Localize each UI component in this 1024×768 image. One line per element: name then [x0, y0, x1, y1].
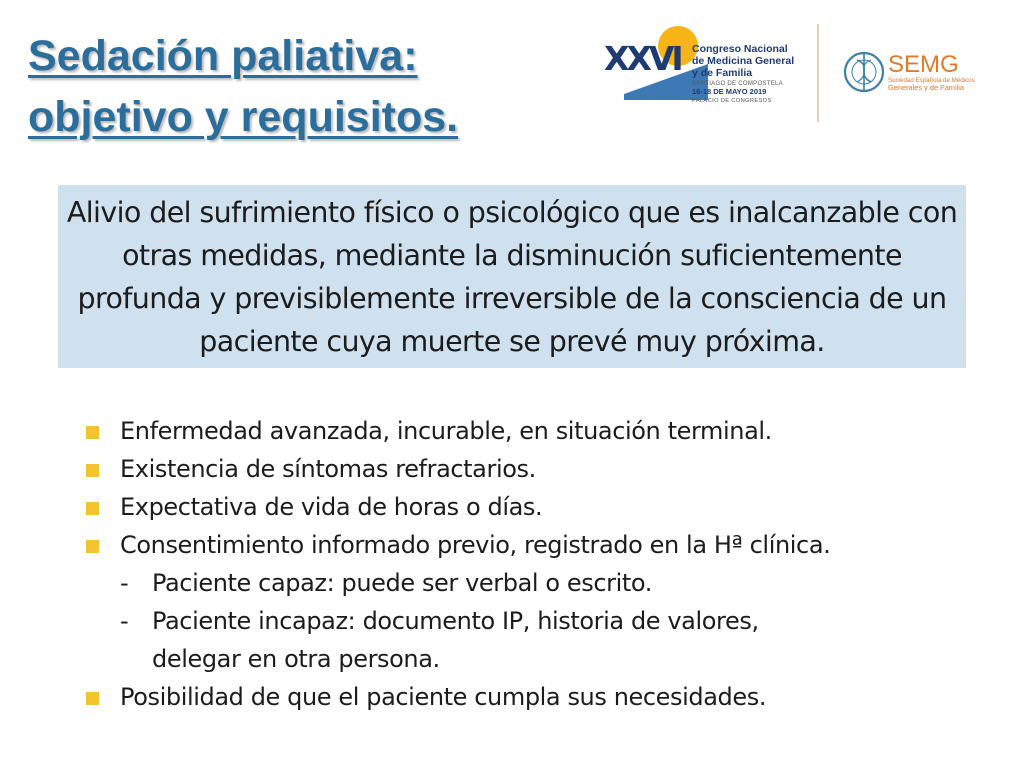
- list-item: [82, 488, 982, 526]
- definition-box: [58, 185, 966, 368]
- sub-list-item-continuation: [82, 640, 982, 678]
- list-item: [82, 526, 982, 564]
- sub-list-item-text: Paciente capaz: puede ser verbal o escrito.: [152, 569, 652, 597]
- title-line-1: Sedación paliativa:: [28, 32, 418, 80]
- congress-name-line-1: Congreso Nacional: [692, 43, 788, 55]
- congress-roman-numeral: XXVI: [604, 39, 681, 78]
- list-item-text: Existencia de síntomas refractarios.: [120, 455, 536, 483]
- logo-divider: [817, 24, 819, 122]
- square-bullet-icon: [86, 426, 99, 439]
- slide-title: [28, 26, 458, 148]
- square-bullet-icon: [86, 502, 99, 515]
- square-bullet-icon: [86, 540, 99, 553]
- list-item-text: Expectativa de vida de horas o días.: [120, 493, 543, 521]
- list-item-text: Enfermedad avanzada, incurable, en situación terminal.: [120, 417, 772, 445]
- sub-list-item: [82, 602, 982, 640]
- list-item: [82, 450, 982, 488]
- semg-logo: [842, 44, 982, 104]
- semg-subtitle-line-2: Generales y de Familia: [888, 83, 964, 92]
- congress-logo: [604, 24, 804, 104]
- definition-text: Alivio del sufrimiento físico o psicológico que es inalcanzable con otras medidas, mediante la disminución suficientemente profunda y previsiblemente irreversible de la consciencia de un paciente cuya muerte se prevé muy próxima.: [66, 195, 958, 358]
- square-bullet-icon: [86, 692, 99, 705]
- requirements-list: [82, 412, 982, 716]
- sub-list-item-text: Paciente incapaz: documento IP, historia de valores,: [152, 607, 759, 635]
- list-item-text: Consentimiento informado previo, registrado en la Hª clínica.: [120, 531, 831, 559]
- list-item: [82, 678, 982, 716]
- semg-emblem-icon: [845, 53, 883, 91]
- sub-list-item: [82, 564, 982, 602]
- title-line-2: objetivo y requisitos.: [28, 93, 459, 141]
- congress-dates: 16-18 DE MAYO 2019: [692, 87, 767, 96]
- dash-marker: -: [120, 569, 129, 597]
- list-item-text: Posibilidad de que el paciente cumpla sus necesidades.: [120, 683, 767, 711]
- square-bullet-icon: [86, 464, 99, 477]
- semg-subtitle-line-1: Sociedad Española de Médicos: [888, 77, 975, 84]
- congress-city: SANTIAGO DE COMPOSTELA: [692, 81, 783, 87]
- congress-venue: PALACIO DE CONGRESOS: [692, 98, 772, 104]
- congress-name-line-3: y de Familia: [692, 67, 753, 79]
- dash-marker: -: [120, 607, 129, 635]
- sub-list-item-continuation-text: delegar en otra persona.: [152, 645, 440, 673]
- congress-name-line-2: de Medicina General: [692, 55, 795, 67]
- list-item: [82, 412, 982, 450]
- semg-acronym: SEMG: [888, 51, 959, 78]
